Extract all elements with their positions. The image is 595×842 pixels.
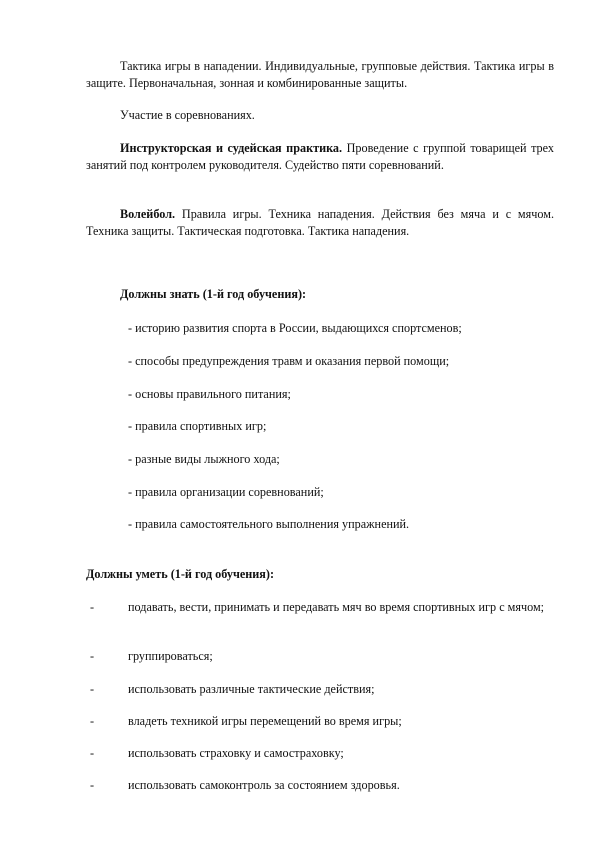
bullet-dash: - [90, 746, 95, 760]
paragraph-competitions [86, 107, 554, 124]
volleyball-heading: Волейбол. [120, 207, 176, 221]
know-item: - способы предупреждения травм и оказания первой помощи; [128, 354, 450, 368]
know-item: - историю развития спорта в России, выдающихся спортсменов; [128, 321, 462, 335]
able-item-text: использовать страховку и самостраховку; [128, 746, 344, 760]
paragraph-tactics [86, 58, 554, 92]
know-item: - правила самостоятельного выполнения упражнений. [128, 517, 410, 531]
instructor-practice-heading: Инструкторская и судейская практика. [120, 141, 343, 155]
bullet-dash: - [90, 682, 95, 696]
able-item [86, 681, 554, 698]
able-item [86, 599, 554, 633]
able-item [86, 777, 554, 794]
know-item: - разные виды лыжного хода; [128, 452, 280, 466]
instructor-practice-text: Проведение с группой товарищей трех занятий под контролем руководителя. Судейство пяти соревнований. [86, 141, 554, 172]
able-item-text: подавать, вести, принимать и передавать мяч во время спортивных игр с мячом; [128, 600, 545, 614]
know-heading: Должны знать (1-й год обучения): [120, 287, 307, 301]
able-item-text: использовать самоконтроль за состоянием здоровья. [128, 778, 400, 792]
able-item-text: группироваться; [128, 649, 213, 663]
able-item-text: владеть техникой игры перемещений во время игры; [128, 714, 402, 728]
able-item [86, 648, 554, 665]
know-item: - правила организации соревнований; [128, 485, 324, 499]
able-item-text: использовать различные тактические действия; [128, 682, 375, 696]
paragraph-volleyball [86, 206, 554, 240]
bullet-dash: - [90, 649, 95, 663]
volleyball-text: Правила игры. Техника нападения. Действия без мяча и с мячом. Техника защиты. Тактическая подготовка. Тактика нападения. [86, 207, 554, 238]
paragraph-tactics-text: Тактика игры в нападении. Индивидуальные, групповые действия. Тактика игры в защите. Первоначальная, зонная и комбинированные защиты. [86, 59, 554, 90]
able-item [86, 745, 554, 762]
know-item: - правила спортивных игр; [128, 419, 267, 433]
bullet-dash: - [90, 600, 95, 614]
paragraph-competitions-text: Участие в соревнованиях. [120, 108, 255, 122]
paragraph-instructor-practice [86, 140, 554, 174]
bullet-dash: - [90, 778, 95, 792]
able-heading: Должны уметь (1-й год обучения): [86, 567, 275, 581]
bullet-dash: - [90, 714, 95, 728]
able-item [86, 713, 554, 730]
know-item: - основы правильного питания; [128, 387, 291, 401]
